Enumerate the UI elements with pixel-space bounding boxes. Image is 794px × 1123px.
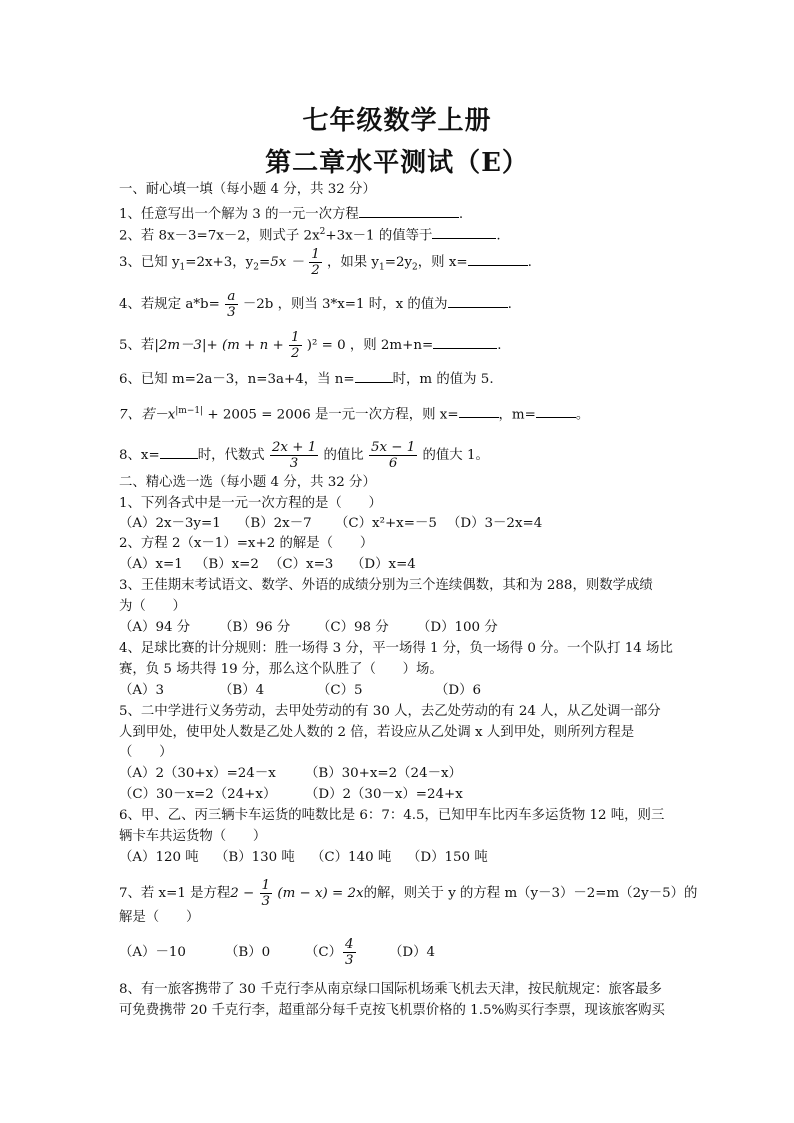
s1-q7-a: 7、若－x — [119, 407, 176, 423]
option-d[interactable]: （D）100 分 — [417, 620, 498, 635]
s1-q4-end: . — [507, 297, 512, 312]
answer-blank[interactable] — [468, 253, 528, 266]
s1-q3-c: =5x － — [258, 255, 304, 270]
s1-q2-end: . — [496, 228, 501, 244]
s1-q8-b: 时，代数式 — [197, 448, 265, 463]
s1-q8-c: 的值比 — [323, 448, 364, 463]
fraction-half — [309, 247, 322, 278]
s1-q7-d: ，m= — [498, 407, 536, 423]
s1-q1-text: 1、任意写出一个解为 3 的一元一次方程 — [119, 207, 359, 222]
answer-blank[interactable] — [448, 295, 508, 308]
s2-q7-options — [119, 937, 435, 968]
option-c[interactable]: （C）x=3 — [269, 557, 334, 572]
s2-q5-options-row2 — [119, 787, 463, 803]
s2-q6-stem-1: 6、甲、乙、丙三辆卡车运货的吨数比是 6：7：4.5，已知甲车比丙车多运货物 12 吨，则三 — [119, 808, 665, 823]
s1-q2-b: +3x－1 的值等于 — [325, 228, 433, 244]
frac-den: 3 — [261, 894, 271, 909]
option-c-label: （C） — [305, 945, 343, 960]
s2-q7-a: 7、若 x=1 是方程 — [119, 886, 231, 901]
s2-q7-c: (m − x) = 2x — [277, 886, 364, 901]
s1-q2 — [119, 224, 501, 244]
s2-q1-options — [119, 516, 542, 532]
answer-blank[interactable] — [359, 205, 459, 218]
s1-q8-d: 的值大 1。 — [422, 448, 489, 463]
s1-q3-end: . — [527, 255, 532, 270]
s1-q5-d: )² = 0 ，则 2m+n= — [306, 338, 434, 353]
s1-q8 — [119, 440, 489, 471]
s1-q7-end: 。 — [575, 407, 590, 423]
s1-q5-b: |2m－3| — [154, 338, 207, 353]
s2-q3-stem-2: 为（ ） — [119, 599, 186, 614]
fraction-5x-minus-1-over-6 — [369, 440, 417, 471]
fraction-half — [289, 330, 302, 361]
frac-den: 2 — [311, 263, 320, 278]
section2-header: 二、精心选一选（每小题 4 分，共 32 分） — [119, 475, 376, 490]
s2-q4-options — [119, 683, 481, 699]
s2-q5-options-row1 — [119, 766, 462, 782]
frac-num: 4 — [345, 937, 354, 952]
s2-q4-stem-1: 4、足球比赛的计分规则：胜一场得 3 分，平一场得 1 分，负一场得 0 分。一个队打 14 场比 — [119, 641, 673, 656]
s1-q4-a: 4、若规定 a*b= — [119, 297, 220, 312]
option-d[interactable]: （D）4 — [389, 945, 436, 960]
option-a[interactable]: （A）3 — [119, 683, 164, 698]
s1-q5-end: . — [497, 338, 502, 353]
title-line-2: 第二章水平测试（E） — [265, 148, 529, 178]
option-b[interactable]: （B）4 — [219, 683, 265, 698]
fraction-four-thirds — [343, 937, 356, 968]
sub-2: 2 — [412, 262, 418, 273]
s2-q5-stem-2: 人到甲处，使甲处人数是乙处人数的 2 倍，若设应从乙处调 x 人到甲处，则所列方程是 — [119, 725, 635, 740]
s1-q3-a: 3、已知 y — [119, 255, 180, 270]
answer-blank[interactable] — [355, 370, 393, 383]
s2-q6-stem-2: 辆卡车共运货物（ ） — [119, 829, 267, 844]
s1-q7 — [119, 403, 589, 423]
s2-q7-stem-1 — [119, 878, 697, 909]
s2-q7-b: 2 − — [230, 886, 255, 901]
fraction-2x-plus-1-over-3 — [270, 440, 318, 471]
option-a[interactable]: （A）－10 — [119, 945, 186, 960]
s2-q3-options — [119, 620, 498, 636]
s1-q3-d: ，如果 y — [327, 255, 379, 270]
frac-num: 2x + 1 — [271, 440, 317, 455]
option-b[interactable]: （B）30+x=2（24－x） — [305, 766, 462, 781]
s1-q6-b: 时，m 的值为 5. — [392, 372, 494, 387]
s1-q2-exp: 2 — [319, 227, 326, 237]
answer-blank[interactable] — [432, 226, 496, 239]
option-c[interactable]: （C）30－x=2（24+x） — [119, 787, 277, 802]
option-c[interactable] — [305, 937, 389, 968]
s1-q8-a: 8、x= — [119, 448, 160, 463]
option-d[interactable]: （D）150 吨 — [407, 850, 488, 865]
option-b[interactable]: （B）96 分 — [219, 620, 291, 635]
frac-den: 3 — [227, 305, 236, 320]
s2-q7-d: 的解，则关于 y 的方程 m（y－3）－2=m（2y－5）的 — [363, 886, 698, 901]
frac-den: 3 — [345, 953, 354, 968]
option-d[interactable]: （D）3－2x=4 — [447, 516, 543, 531]
option-a[interactable]: （A）120 吨 — [119, 850, 199, 865]
option-a[interactable]: （A）2（30+x）=24－x — [119, 766, 276, 781]
s2-q5-stem-3: （ ） — [119, 745, 173, 760]
option-a[interactable]: （A）x=1 — [119, 557, 183, 572]
s1-q7-exp: |m−1| — [175, 406, 204, 416]
option-a[interactable]: （A）94 分 — [119, 620, 191, 635]
frac-num: 1 — [290, 330, 300, 345]
section1-header: 一、耐心填一填（每小题 4 分，共 32 分） — [119, 182, 376, 197]
s1-q5-c: + (m + n + — [206, 338, 284, 353]
frac-num: 5x − 1 — [370, 440, 416, 455]
option-d[interactable]: （D）6 — [435, 683, 482, 698]
sub-2: 2 — [253, 262, 259, 273]
frac-num: 1 — [261, 878, 271, 893]
frac-den: 2 — [290, 346, 300, 361]
s2-q7-stem-2: 解是（ ） — [119, 910, 200, 925]
answer-blank[interactable] — [160, 446, 198, 459]
s1-q4 — [119, 289, 512, 320]
s2-q6-options — [119, 850, 488, 866]
frac-den: 6 — [388, 456, 398, 471]
sub-1: 1 — [379, 262, 385, 273]
option-c[interactable]: （C）98 分 — [317, 620, 389, 635]
fraction-a-over-3 — [225, 289, 238, 320]
s2-q5-stem-1: 5、二中学进行义务劳动，去甲处劳动的有 30 人，去乙处劳动的有 24 人，从乙处调一部分 — [119, 704, 661, 719]
s2-q2-stem: 2、方程 2（x－1）=x+2 的解是（ ） — [119, 536, 374, 551]
s2-q1-stem: 1、下列各式中是一元一次方程的是（ ） — [119, 496, 382, 511]
frac-den: 3 — [289, 456, 299, 471]
s1-q3-e: =2y — [384, 255, 413, 270]
fraction-one-third — [260, 878, 273, 909]
s1-q1-end: . — [458, 207, 464, 222]
s2-q3-stem-1: 3、王佳期末考试语文、数学、外语的成绩分别为三个连续偶数，其和为 288，则数学成绩 — [119, 578, 653, 593]
answer-blank[interactable] — [536, 405, 576, 418]
sub-1: 1 — [179, 262, 186, 273]
option-d[interactable]: （D）x=4 — [351, 557, 416, 572]
option-b[interactable]: （B）130 吨 — [215, 850, 295, 865]
frac-num: 1 — [311, 247, 320, 262]
s2-q8-stem-2: 可免费携带 20 千克行李，超重部分每千克按飞机票价格的 1.5%购买行李票，现该旅客购买 — [119, 1003, 665, 1018]
option-a[interactable]: （A）2x－3y=1 — [119, 516, 221, 531]
option-c[interactable]: （C）140 吨 — [311, 850, 392, 865]
s2-q4-stem-2: 赛，负 5 场共得 19 分，那么这个队胜了（ ）场。 — [119, 662, 443, 677]
s1-q3-b: =2x+3，y — [185, 255, 254, 270]
s1-q5-a: 5、若 — [119, 338, 155, 353]
title-line-1: 七年级数学上册 — [302, 106, 492, 136]
s2-q2-options — [119, 557, 416, 573]
option-c[interactable]: （C）x²+x=－5 — [335, 516, 437, 531]
s1-q1 — [119, 205, 463, 223]
s1-q5 — [119, 330, 501, 361]
s1-q3-f: ，则 x= — [417, 255, 468, 270]
answer-blank[interactable] — [433, 336, 497, 349]
option-b[interactable]: （B）x=2 — [195, 557, 259, 572]
s1-q6-a: 6、已知 m=2a－3，n=3a+4，当 n= — [119, 372, 355, 387]
option-d[interactable]: （D）2（30－x）=24+x — [305, 787, 463, 802]
option-b[interactable]: （B）2x－7 — [237, 516, 312, 531]
s1-q6 — [119, 370, 494, 388]
s2-q8-stem-1: 8、有一旅客携带了 30 千克行李从南京绿口国际机场乘飞机去天津，按民航规定：旅客最多 — [119, 982, 662, 997]
s1-q4-b: －2b ，则当 3*x=1 时，x 的值为 — [242, 297, 448, 312]
option-b[interactable]: （B）0 — [225, 945, 271, 960]
answer-blank[interactable] — [459, 405, 499, 418]
s1-q7-c: + 2005 = 2006 是一元一次方程，则 x= — [203, 407, 459, 423]
frac-num: a — [225, 289, 238, 305]
s1-q3 — [119, 247, 532, 278]
option-c[interactable]: （C）5 — [317, 683, 363, 698]
s1-q2-a: 2、若 8x－3=7x－2，则式子 2x — [119, 228, 320, 244]
